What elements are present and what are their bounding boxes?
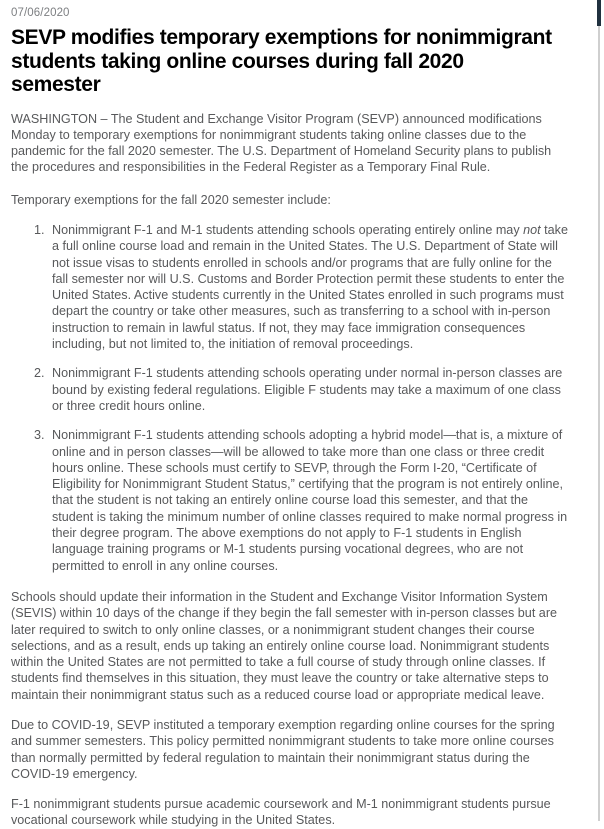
exemption-emphasis: not — [523, 222, 541, 237]
publication-date: 07/06/2020 — [11, 7, 70, 19]
exemptions-list — [11, 222, 570, 574]
covid-exemption-paragraph: Due to COVID-19, SEVP instituted a temporary exemption regarding online courses for the spring and summer semesters. This policy permitted nonimmigrant students to take more online courses than normally permitted by federal regulation to maintain their nonimmigrant status during the COVID-19 emergency. — [11, 718, 555, 781]
exemption-text-before-emphasis: Nonimmigrant F-1 and M-1 students attending schools operating entirely online may — [52, 222, 524, 237]
page-title: SEVP modifies temporary exemptions for nonimmigrant students taking online courses during fall 2020 semester — [11, 26, 552, 96]
sevis-paragraph: Schools should update their information in the Student and Exchange Visitor Information System (SEVIS) within 10 days of the change if they begin the fall semester with in-person classes but are later required to switch to only online classes, or a nonimmigrant student changes their course selections, and as a result, ends up taking an entirely online course load. Nonimmigrant students within the United States are not permitted to take a full course of study through online classes. If students find themselves in this situation, they must leave the country or take alternative steps to maintain their nonimmigrant status such as a reduced course load or appropriate medical leave. — [11, 589, 558, 702]
lead-paragraph: WASHINGTON – The Student and Exchange Visitor Program (SEVP) announced modifications Monday to temporary exemptions for nonimmigrant students taking online classes due to the pandemic for the fall 2020 semester. The U.S. Department of Homeland Security plans to publish the procedures and responsibilities in the Federal Register as a Temporary Final Rule. — [11, 111, 552, 175]
list-item: 3. Nonimmigrant F-1 students attending schools adopting a hybrid model—that is, a mixture of online and in person classes—will be allowed to take more than one class or three credit hours online. These schools must certify to SEVP, through the Form I-20, “Certificate of Eligibility for Nonimmigrant Student Status,” certifying that the program is not entirely online, that the student is not taking an entirely online course load this semester, and that the student is taking the minimum number of online classes required to make normal progress in their degree program. The above exemptions do not apply to F-1 students in English language training programs or M-1 students pursing vocational degrees, who are not permitted to enroll in any online courses. — [48, 427, 570, 574]
scrollbar-thumb[interactable] — [597, 0, 601, 26]
scrollbar-track[interactable] — [598, 0, 600, 821]
list-item — [48, 222, 570, 352]
list-intro-paragraph: Temporary exemptions for the fall 2020 semester include: — [11, 192, 331, 207]
exemption-text-after-emphasis: take a full online course load and remain in the United States. The U.S. Department of State will not issue visas to students enrolled in schools and/or programs that are fully online for the fall semester nor will U.S. Customs and Border Protection permit these students to enter the United States. Active students currently in the United States enrolled in such programs must depart the country or take other measures, such as transferring to a school with in-person instruction to remain in lawful status. If not, they may face immigration consequences including, but not limited to, the initiation of removal proceedings. — [52, 222, 568, 352]
closing-paragraph: F-1 nonimmigrant students pursue academic coursework and M-1 nonimmigrant students pursue vocational coursework while studying in the United States. — [11, 797, 551, 828]
list-item: 2. Nonimmigrant F-1 students attending schools operating under normal in-person classes are bound by existing federal regulations. Eligible F students may take a maximum of one class or three credit hours online. — [48, 365, 570, 414]
